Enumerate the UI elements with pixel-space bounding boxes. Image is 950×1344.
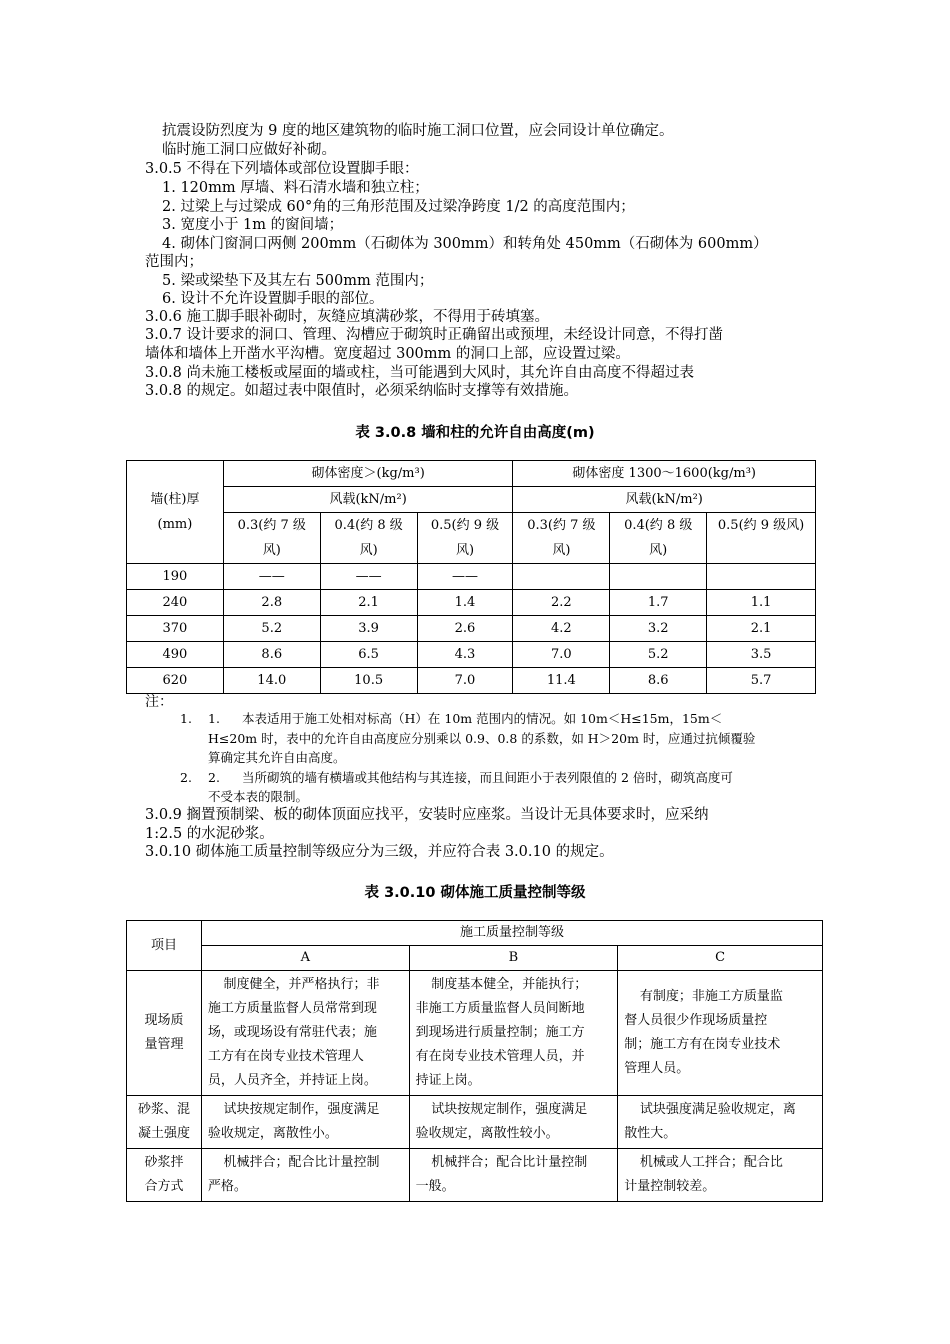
wind-level-line: 0.3(约 7 级	[237, 518, 306, 533]
cell-line: 试块按规定制作，强度满足	[431, 1102, 588, 1117]
cell-line: 机械拌合；配合比计量控制	[431, 1155, 588, 1170]
wind-level-line: 0.4(约 8 级	[624, 518, 693, 533]
paragraph: 抗震设防烈度为 9 度的地区建筑物的临时施工洞口位置，应会同设计单位确定。	[162, 123, 674, 139]
table-row	[127, 971, 823, 1096]
table-row	[127, 642, 816, 668]
wind-level-header	[513, 513, 610, 564]
row-header-line: 墙(柱)厚	[150, 492, 200, 507]
cell-line: 一般。	[415, 1179, 455, 1194]
height-table	[126, 460, 816, 694]
cell-line: 管理人员。	[624, 1061, 690, 1076]
height-cell: 3.5	[707, 642, 816, 668]
section-3-0-9: 3.0.9 搁置预制梁、板的砌体顶面应找平，安装时应座浆。当设计无具体要求时，应采纳	[145, 807, 709, 823]
height-cell: 1.7	[610, 590, 707, 616]
height-cell: 10.5	[320, 668, 417, 694]
item-line: 砂浆拌	[144, 1155, 184, 1170]
height-cell: 8.6	[610, 668, 707, 694]
cell-line: 验收规定，离散性小。	[207, 1126, 338, 1141]
note-subnumber: 1.	[208, 711, 220, 726]
list-item: 2. 过梁上与过梁成 60°角的三角形范围及过梁净跨度 1/2 的高度范围内；	[162, 199, 635, 215]
height-cell	[513, 564, 610, 590]
level-b-cell	[409, 1149, 618, 1202]
height-cell: 5.7	[707, 668, 816, 694]
wind-level-header	[707, 513, 816, 564]
cell-line: 到现场进行质量控制；施工方	[415, 1025, 585, 1040]
cell-line: 施工方质量监督人员常常到现	[207, 1001, 377, 1016]
level-c-cell	[618, 1096, 823, 1149]
height-cell: 5.2	[223, 616, 320, 642]
height-cell: ——	[223, 564, 320, 590]
table-row	[127, 1149, 823, 1202]
table-row	[127, 1096, 823, 1149]
height-cell: 1.4	[417, 590, 513, 616]
wind-level-line: 风)	[359, 543, 378, 558]
wind-level-line: 风)	[262, 543, 281, 558]
list-item: 6. 设计不允许设置脚手眼的部位。	[162, 291, 384, 307]
section-3-0-8-cont: 3.0.8 的规定。如超过表中限值时，必须采纳临时支撑等有效措施。	[145, 383, 579, 399]
height-cell	[707, 564, 816, 590]
cell-line: 散性大。	[624, 1126, 677, 1141]
height-cell: 7.0	[513, 642, 610, 668]
notes-label: 注：	[145, 694, 173, 710]
wind-level-line: 风)	[649, 543, 668, 558]
note-line: 不受本表的限制。	[208, 789, 309, 804]
cell-line: 工方有在岗专业技术管理人	[207, 1049, 364, 1064]
cell-line: 场，或现场设有常驻代表；施	[207, 1025, 377, 1040]
table-caption: 表 3.0.10 砌体施工质量控制等级	[364, 885, 586, 901]
height-cell: 2.1	[320, 590, 417, 616]
wind-level-header	[610, 513, 707, 564]
level-a-cell	[201, 1149, 409, 1202]
thickness-cell: 490	[127, 642, 224, 668]
table-row	[127, 564, 816, 590]
cell-line: 计量控制较差。	[624, 1179, 716, 1194]
note-line: 当所砌筑的墙有横墙或其他结构与其连接，而且间距小于表列限值的 2 倍时，砌筑高度可	[242, 770, 733, 785]
wind-level-header	[417, 513, 513, 564]
height-cell: 2.6	[417, 616, 513, 642]
list-item: 5. 梁或梁垫下及其左右 500mm 范围内；	[162, 273, 434, 289]
wind-level-header	[223, 513, 320, 564]
height-cell: 2.2	[513, 590, 610, 616]
item-line: 砂浆、混	[137, 1102, 190, 1117]
height-cell: ——	[320, 564, 417, 590]
height-cell: 11.4	[513, 668, 610, 694]
level-b-cell	[409, 1096, 618, 1149]
cell-line: 非施工方质量监督人员间断地	[415, 1001, 585, 1016]
section-3-0-7-cont: 墙体和墙体上开凿水平沟槽。宽度超过 300mm 的洞口上部，应设置过梁。	[145, 346, 630, 362]
list-item: 3. 宽度小于 1m 的窗间墙；	[162, 217, 344, 233]
level-b-cell	[409, 971, 618, 1096]
cell-line: 员，人员齐全，并持证上岗。	[207, 1073, 377, 1088]
wind-level-line: 0.4(约 8 级	[334, 518, 403, 533]
height-cell	[610, 564, 707, 590]
wind-level-line: 风)	[455, 543, 475, 558]
section-3-0-5: 3.0.5 不得在下列墙体或部位设置脚手眼：	[145, 161, 419, 177]
list-item: 4. 砌体门窗洞口两侧 200mm（石砌体为 300mm）和转角处 450mm（石砌体为 600mm）	[162, 236, 768, 252]
section-3-0-10: 3.0.10 砌体施工质量控制等级应分为三级，并应符合表 3.0.10 的规定。	[145, 844, 614, 860]
note-subnumber: 2.	[208, 770, 220, 785]
section-3-0-9-cont: 1:2.5 的水泥砂浆。	[145, 826, 274, 842]
height-cell: 14.0	[223, 668, 320, 694]
height-cell: 1.1	[707, 590, 816, 616]
height-cell: 3.2	[610, 616, 707, 642]
level-header: B	[409, 946, 618, 971]
section-3-0-7: 3.0.7 设计要求的洞口、管理、沟槽应于砌筑时正确留出或预埋，未经设计同意，不得打凿	[145, 327, 723, 343]
wind-level-line: 0.3(约 7 级	[527, 518, 596, 533]
cell-line: 验收规定，离散性较小。	[415, 1126, 559, 1141]
cell-line: 制度基本健全，并能执行；	[431, 977, 588, 992]
row-header-cell	[127, 461, 224, 564]
cell-line: 持证上岗。	[415, 1073, 481, 1088]
table-caption: 表 3.0.8 墙和柱的允许自由高度(m)	[355, 425, 595, 441]
thickness-cell: 190	[127, 564, 224, 590]
thickness-cell: 370	[127, 616, 224, 642]
cell-line: 机械拌合；配合比计量控制	[223, 1155, 380, 1170]
cell-line: 制度健全，并严格执行；非	[223, 977, 380, 992]
wind-level-line	[759, 543, 763, 558]
height-cell: 6.5	[320, 642, 417, 668]
list-item-cont: 范围内；	[145, 254, 203, 270]
height-cell: 8.6	[223, 642, 320, 668]
level-header: A	[201, 946, 409, 971]
table-row	[127, 590, 816, 616]
item-header: 项目	[127, 921, 202, 971]
thickness-cell: 240	[127, 590, 224, 616]
note-number: 1.	[180, 711, 192, 726]
level-c-cell	[618, 1149, 823, 1202]
item-line: 合方式	[144, 1179, 184, 1194]
level-c-cell	[618, 971, 823, 1096]
wind-level-header	[320, 513, 417, 564]
table-row	[127, 668, 816, 694]
height-cell: 7.0	[417, 668, 513, 694]
item-cell	[127, 1096, 202, 1149]
height-cell: 2.8	[223, 590, 320, 616]
height-cell: 4.2	[513, 616, 610, 642]
height-cell: 3.9	[320, 616, 417, 642]
group-header: 砌体密度 1300～1600(kg/m³)	[513, 461, 816, 487]
table-row	[127, 616, 816, 642]
note-line: 算确定其允许自由高度。	[208, 750, 346, 765]
cell-line: 有在岗专业技术管理人员，并	[415, 1049, 585, 1064]
cell-line: 督人员很少作现场质量控	[624, 1013, 768, 1028]
item-line: 现场质	[144, 1013, 184, 1028]
wind-header: 风载(kN/m²)	[513, 487, 816, 513]
list-item: 1. 120mm 厚墙、料石清水墙和独立柱；	[162, 180, 429, 196]
level-header: C	[618, 946, 823, 971]
section-3-0-6: 3.0.6 施工脚手眼补砌时，灰缝应填满砂浆，不得用于砖填塞。	[145, 309, 550, 325]
row-header-line: (mm)	[157, 517, 193, 532]
height-cell: ——	[417, 564, 513, 590]
wind-level-line: 风)	[552, 543, 571, 558]
cell-line: 严格。	[207, 1179, 247, 1194]
wind-level-line: 0.5(约 9 级风)	[717, 518, 805, 533]
item-cell	[127, 971, 202, 1096]
item-line: 凝土强度	[137, 1126, 190, 1141]
thickness-cell: 620	[127, 668, 224, 694]
group-header: 砌体密度＞(kg/m³)	[223, 461, 513, 487]
height-cell: 2.1	[707, 616, 816, 642]
note-line: 本表适用于施工处相对标高（H）在 10m 范围内的情况。如 10m＜H≤15m，15m＜	[242, 711, 723, 726]
wind-level-line: 0.5(约 9 级	[430, 518, 500, 533]
paragraph: 临时施工洞口应做好补砌。	[162, 142, 336, 158]
note-number: 2.	[180, 770, 192, 785]
group-header: 施工质量控制等级	[201, 921, 822, 946]
wind-header: 风载(kN/m²)	[223, 487, 513, 513]
item-line: 量管理	[144, 1037, 184, 1052]
cell-line: 机械或人工拌合；配合比	[639, 1155, 783, 1170]
height-cell: 4.3	[417, 642, 513, 668]
cell-line: 有制度；非施工方质量监	[639, 989, 783, 1004]
quality-table	[126, 920, 823, 1202]
cell-line: 制；施工方有在岗专业技术	[624, 1037, 781, 1052]
level-a-cell	[201, 1096, 409, 1149]
note-line: H≤20m 时，表中的允许自由高度应分别乘以 0.9、0.8 的系数，如 H＞20m 时，应通过抗倾覆验	[208, 731, 756, 746]
level-a-cell	[201, 971, 409, 1096]
height-cell: 5.2	[610, 642, 707, 668]
cell-line: 试块按规定制作，强度满足	[223, 1102, 380, 1117]
section-3-0-8: 3.0.8 尚未施工楼板或屋面的墙或柱，当可能遇到大风时，其允许自由高度不得超过表	[145, 365, 695, 381]
cell-line: 试块强度满足验收规定，离	[639, 1102, 796, 1117]
item-cell	[127, 1149, 202, 1202]
